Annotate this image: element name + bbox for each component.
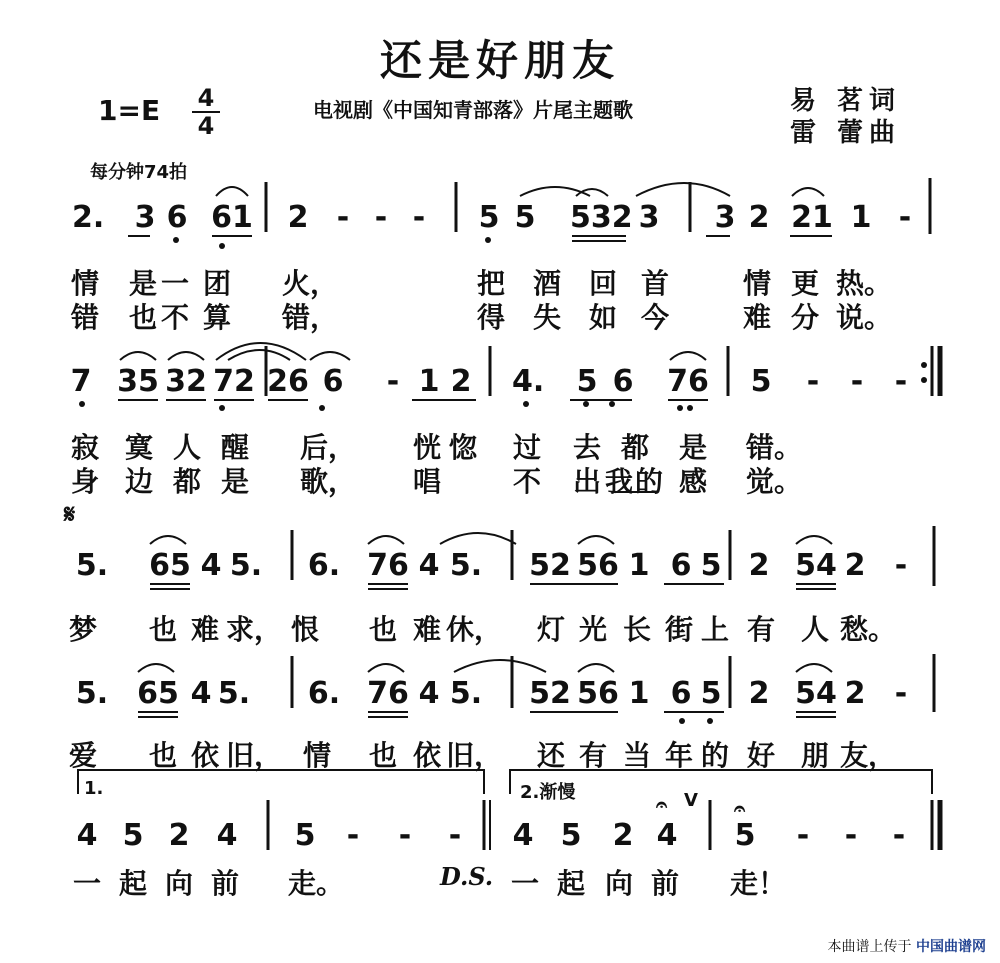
lyric: 不 [512, 465, 541, 498]
note: 2 [287, 200, 309, 235]
lyric: 难 [190, 613, 219, 646]
note: 4 [190, 676, 212, 711]
note: 72 [213, 364, 255, 399]
lyric: 说。 [836, 301, 893, 334]
lyric: 寂 [70, 431, 99, 464]
lyric: 过 [512, 431, 541, 464]
note: 5 [734, 818, 756, 853]
lyric: 走。 [288, 867, 345, 900]
lyric: 是 [678, 431, 707, 464]
lyric: 好 [746, 739, 775, 772]
lyric: 一 [72, 867, 101, 900]
lyric: 也 [128, 301, 157, 334]
lyric: 觉。 [746, 465, 803, 498]
note: 532 [570, 200, 633, 235]
lyric: 把 [476, 267, 505, 300]
segno-sign: 𝄋 [64, 500, 76, 530]
note: - [806, 364, 820, 399]
note: - [336, 200, 350, 235]
note: 5. [449, 676, 483, 711]
note: 76 [367, 548, 409, 583]
lyric: 错。 [746, 431, 803, 464]
lyric: 首 [640, 267, 669, 300]
lyric: 都 [620, 431, 649, 464]
volta-1-label: 1. [84, 778, 104, 799]
note: 4 [656, 818, 678, 853]
note: - [844, 818, 858, 853]
note: 32 [165, 364, 207, 399]
breath-mark: V [684, 790, 698, 811]
note: 6 [322, 364, 344, 399]
lyric: 一 [160, 267, 189, 300]
lyric: 向 [164, 867, 193, 900]
note: 1 [418, 364, 440, 399]
lyric: 有 [578, 739, 607, 772]
lyric: 难 [412, 613, 441, 646]
note: - [898, 200, 912, 235]
lyric: 年 [664, 739, 693, 772]
lyric: 当 [622, 739, 651, 772]
subtitle: 电视剧《中国知青部落》片尾主题歌 [313, 98, 633, 122]
note: 4 [76, 818, 98, 853]
note: 3 [134, 200, 156, 235]
lyric: 愁。 [840, 613, 897, 646]
note: 2 [748, 548, 770, 583]
note: 65 [149, 548, 191, 583]
note: 65 [137, 676, 179, 711]
lyric: 起 [556, 867, 585, 900]
lyric: 分 [790, 301, 819, 334]
note: 5 [294, 818, 316, 853]
lyric: 也 [368, 739, 397, 772]
lyric: 醒 [220, 431, 249, 464]
lyric: 情 [742, 267, 771, 300]
lyric: 的 [634, 465, 663, 498]
lyric: 也 [148, 739, 177, 772]
note: 21 [791, 200, 833, 235]
lyric: 起 [118, 867, 147, 900]
tempo-mark: 每分钟74拍 [90, 162, 188, 183]
lyric: 算 [202, 301, 231, 334]
note: 52 [529, 548, 571, 583]
ds-marking: D.S. [440, 862, 494, 891]
lyric: 情 [70, 267, 99, 300]
note: 6. [307, 676, 341, 711]
lyric: 还 [536, 739, 565, 772]
lyric: 出 [572, 465, 601, 498]
bar-lines [266, 178, 940, 850]
note: 5. [75, 548, 109, 583]
note: 5. [217, 676, 251, 711]
lyric: 都 [172, 465, 201, 498]
lyric: 休， [446, 613, 503, 646]
octave-dots [79, 237, 713, 724]
lyric: 灯 [536, 613, 565, 646]
lyric: 如 [588, 301, 617, 334]
note: 5 [514, 200, 536, 235]
lyric: 难 [742, 301, 771, 334]
lyric: 回 [588, 267, 617, 300]
note: - [412, 200, 426, 235]
lyric: 团 [202, 267, 231, 300]
note: 3 [714, 200, 736, 235]
lyric: 依 [190, 739, 219, 772]
note: 5 [122, 818, 144, 853]
note: 56 [577, 676, 619, 711]
note: 52 [529, 676, 571, 711]
lyric: 恨 [290, 613, 319, 646]
note: 4. [512, 364, 545, 399]
slurs [120, 183, 832, 672]
note: 5 [700, 676, 722, 711]
time-bottom: 4 [197, 112, 215, 140]
note: 54 [795, 676, 837, 711]
note: 6. [307, 548, 341, 583]
note: 5 [576, 364, 598, 399]
lyric: 上 [700, 613, 729, 646]
lyric: 一 [510, 867, 539, 900]
note: 2 [612, 818, 634, 853]
lyric: 错 [70, 301, 99, 334]
lyric: 也 [368, 613, 397, 646]
note: 5 [700, 548, 722, 583]
lyric: 的 [700, 739, 729, 772]
lyric: 恍 [412, 431, 441, 464]
note: 1 [628, 676, 650, 711]
note: - [892, 818, 906, 853]
lyric: 是 [220, 465, 249, 498]
lyric: 前 [210, 867, 239, 900]
lyric: 依 [412, 739, 441, 772]
lyric: 走！ [730, 867, 787, 900]
lyric: 去 [572, 431, 601, 464]
note: 2 [748, 200, 770, 235]
note: 4 [512, 818, 534, 853]
lyric: 长 [622, 613, 651, 646]
note: - [894, 364, 908, 399]
page-title: 还是好朋友 [379, 36, 620, 85]
lyric: 酒 [532, 267, 561, 300]
note: - [398, 818, 412, 853]
lyric: 旧， [446, 739, 503, 772]
note: 3 [638, 200, 660, 235]
repeat-dots [921, 362, 927, 383]
note: 7 [70, 364, 92, 399]
note: - [386, 364, 400, 399]
note: - [894, 676, 908, 711]
lyric: 友， [840, 739, 897, 772]
fermata-1: 𝄐 [656, 792, 668, 816]
lyric: 惚 [448, 431, 477, 464]
lyric: 唱 [412, 465, 441, 498]
note: 4 [200, 548, 222, 583]
lyric: 求， [226, 613, 283, 646]
lyric: 我 [604, 465, 633, 498]
fermata-2: 𝄐 [734, 796, 746, 820]
note: 4 [216, 818, 238, 853]
note: 2 [844, 676, 866, 711]
note: - [796, 818, 810, 853]
note: - [850, 364, 864, 399]
underlines [118, 236, 836, 717]
lyric: 街 [664, 613, 693, 646]
lyric: 歌， [300, 465, 357, 498]
lyric: 梦 [68, 613, 97, 646]
lyric: 情 [302, 739, 331, 772]
note: 2 [450, 364, 472, 399]
lyric: 是 [128, 267, 157, 300]
volta-brackets [78, 770, 932, 794]
lyric: 前 [650, 867, 679, 900]
note: 2. [72, 200, 105, 235]
note: 6 [670, 548, 692, 583]
note: 2 [844, 548, 866, 583]
note: 5. [229, 548, 263, 583]
time-top: 4 [197, 84, 215, 112]
note: 2 [168, 818, 190, 853]
note: 6 [612, 364, 634, 399]
lyric: 失 [532, 301, 561, 334]
note: 1 [850, 200, 872, 235]
note: 6 [670, 676, 692, 711]
lyric: 向 [604, 867, 633, 900]
lyric: 人 [172, 431, 201, 464]
note: 5 [560, 818, 582, 853]
note: 5. [75, 676, 109, 711]
lyric: 热。 [836, 267, 893, 300]
note: - [448, 818, 462, 853]
lyric: 火， [282, 267, 339, 300]
lyric: 光 [578, 613, 607, 646]
note: 6 [166, 200, 188, 235]
key-signature: 1=E [98, 94, 161, 127]
note: 26 [267, 364, 309, 399]
lyric: 后， [300, 431, 357, 464]
footer-text: 本曲谱上传于 [827, 939, 912, 955]
note: 35 [117, 364, 159, 399]
volta-2-label: 2.渐慢 [520, 782, 576, 803]
note: 4 [418, 548, 440, 583]
note: 5 [750, 364, 772, 399]
site-logo: 中国曲谱网 [916, 939, 986, 955]
note: 56 [577, 548, 619, 583]
lyric: 错， [282, 301, 339, 334]
note: - [346, 818, 360, 853]
note: 5. [449, 548, 483, 583]
lyric: 爱 [68, 739, 97, 772]
note: - [894, 548, 908, 583]
composer: 雷 蕾曲 [790, 118, 902, 148]
lyric: 有 [746, 613, 775, 646]
lyric: 今 [640, 301, 669, 334]
lyric: 得 [476, 301, 505, 334]
lyric: 身 [70, 465, 99, 498]
note: - [374, 200, 388, 235]
lyric: 寞 [124, 431, 153, 464]
note: 76 [667, 364, 709, 399]
note: 1 [628, 548, 650, 583]
lyric: 人 [800, 613, 829, 646]
note: 2 [748, 676, 770, 711]
lyric: 更 [790, 267, 819, 300]
note: 5 [478, 200, 500, 235]
lyric: 旧， [226, 739, 283, 772]
note: 54 [795, 548, 837, 583]
lyric: 也 [148, 613, 177, 646]
note: 4 [418, 676, 440, 711]
lyric: 朋 [800, 739, 829, 772]
note: 61 [211, 200, 253, 235]
note: 76 [367, 676, 409, 711]
lyric: 边 [124, 465, 153, 498]
lyric: 感 [678, 465, 707, 498]
lyric: 不 [160, 301, 189, 334]
lyricist: 易 茗词 [790, 86, 902, 116]
